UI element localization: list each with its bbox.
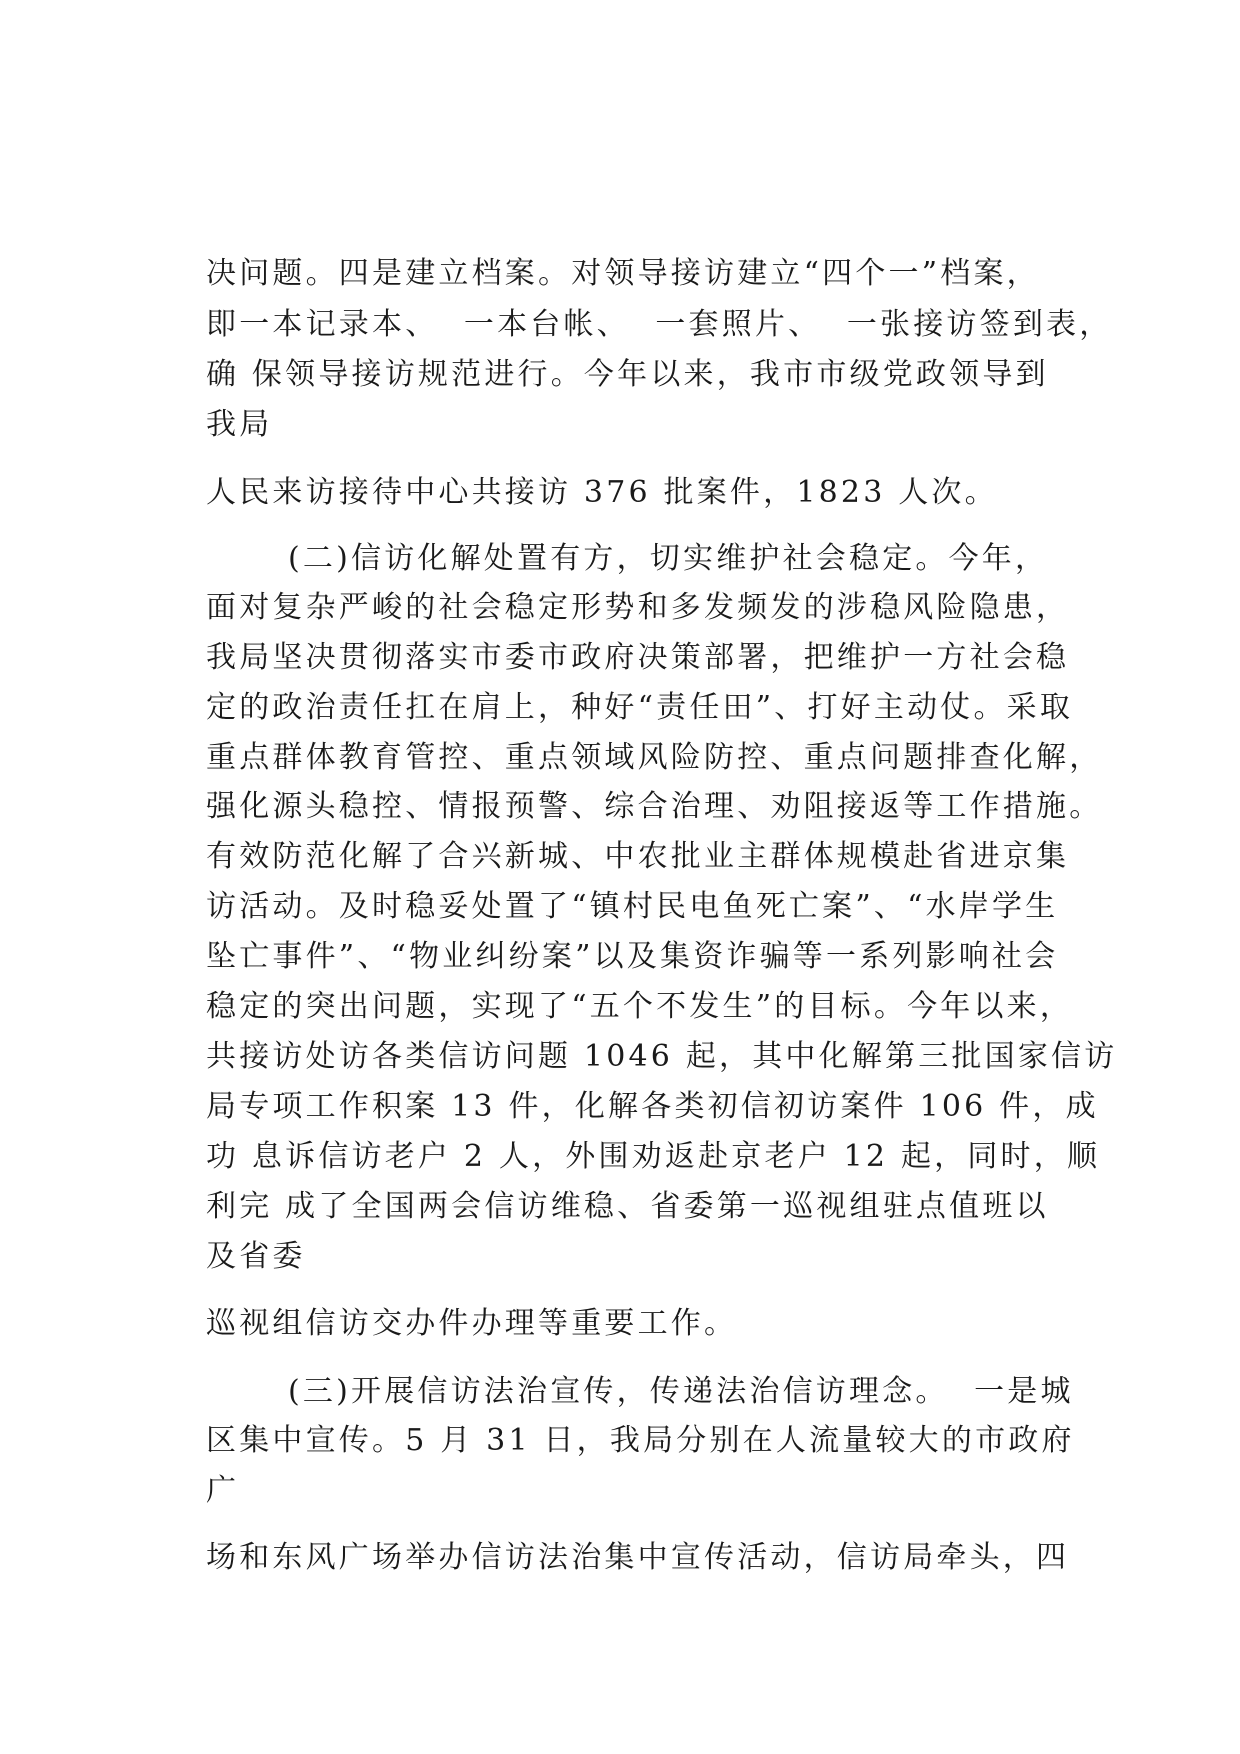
text-line: 区集中宣传。5 月 31 日，我局分别在人流量较大的市政府 <box>206 1423 1075 1458</box>
text-line: 局专项工作积案 13 件，化解各类初信初访案件 106 件，成 <box>206 1089 1099 1124</box>
text-line: 面对复杂严峻的社会稳定形势和多发频发的涉稳风险隐患， <box>206 590 1070 625</box>
text-line: 功 息诉信访老户 2 人，外围劝返赴京老户 12 起，同时，顺 <box>206 1139 1101 1174</box>
text-line: 场和东风广场举办信访法治集中宣传活动，信访局牵头，四 <box>206 1540 1070 1575</box>
section-heading-line: (二)信访化解处置有方，切实维护社会稳定。今年， <box>288 541 1049 576</box>
text-line: 我局 <box>206 407 273 442</box>
text-line: 有效防范化解了合兴新城、中农批业主群体规模赴省进京集 <box>206 839 1070 874</box>
text-line: 定的政治责任扛在肩上，种好“责任田”、打好主动仗。采取 <box>206 690 1074 725</box>
text-line: 稳定的突出问题，实现了“五个不发生”的目标。今年以来， <box>206 989 1074 1024</box>
text-line: 即一本记录本、 一本台帐、 一套照片、 一张接访签到表， <box>206 307 1113 342</box>
text-line: 确 保领导接访规范进行。今年以来，我市市级党政领导到 <box>206 357 1049 392</box>
text-line: 决问题。四是建立档案。对领导接访建立“四个一”档案， <box>206 256 1040 291</box>
text-line: 及省委 <box>206 1239 306 1274</box>
text-line: 强化源头稳控、情报预警、综合治理、劝阻接返等工作措施。 <box>206 789 1103 824</box>
text-line: 巡视组信访交办件办理等重要工作。 <box>206 1306 738 1341</box>
text-line: 人民来访接待中心共接访 376 批案件，1823 人次。 <box>206 475 998 510</box>
text-line: 访活动。及时稳妥处置了“镇村民电鱼死亡案”、“水岸学生 <box>206 889 1059 924</box>
text-line: 利完 成了全国两会信访维稳、省委第一巡视组驻点值班以 <box>206 1189 1049 1224</box>
text-line: 广 <box>206 1473 240 1508</box>
text-line: 坠亡事件”、“物业纠纷案”以及集资诈骗等一系列影响社会 <box>206 939 1059 974</box>
text-line: 我局坚决贯彻落实市委市政府决策部署，把维护一方社会稳 <box>206 640 1070 675</box>
section-heading-line: (三)开展信访法治宣传，传递法治信访理念。 一是城 <box>288 1374 1074 1409</box>
text-line: 重点群体教育管控、重点领域风险防控、重点问题排查化解， <box>206 740 1103 775</box>
text-line: 共接访处访各类信访问题 1046 起，其中化解第三批国家信访 <box>206 1039 1118 1074</box>
